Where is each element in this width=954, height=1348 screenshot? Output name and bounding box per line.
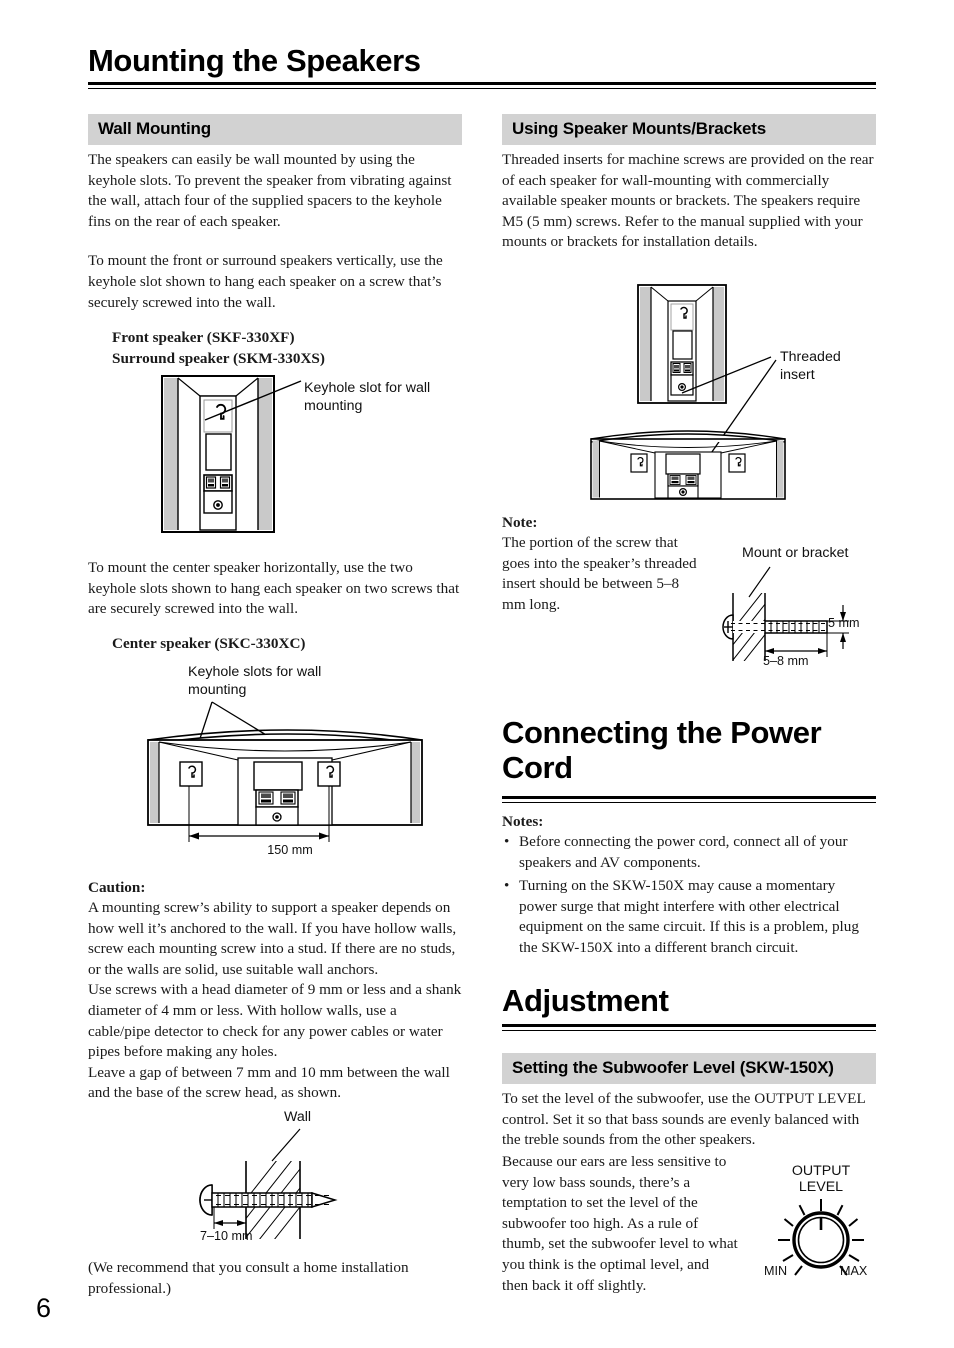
section-heading-wall-mounting: Wall Mounting xyxy=(88,114,462,145)
paragraph: The speakers can easily be wall mounted by using the keyhole slots. To prevent the speaker from vibrating against the wall, attach four of the supplied spacers to the keyhole fins on the rear of each speaker. xyxy=(88,151,452,230)
dimension-label-150mm: 150 mm xyxy=(267,843,313,857)
closing-paragraph: (We recommend that you consult a home installation professional.) xyxy=(88,1259,409,1297)
callout-line-keyhole-slot xyxy=(205,378,315,423)
paragraph: Use screws with a head diameter of 9 mm or less and a shank diameter of 4 mm or less. With hollow walls, use a cable/pipe detector to check for any power cables or water pipes before making any holes. xyxy=(88,981,462,1061)
knob-label xyxy=(756,1163,886,1195)
callout-keyhole-slots-label: Keyhole slots for wall mounting xyxy=(188,664,322,698)
power-cord-rule xyxy=(502,796,876,803)
speaker-mounts-paragraph: Threaded inserts for machine screws are provided on the rear of each speaker for wall-mounting with commercially available speaker mounts or brackets. The speakers require M5 (5 mm) screws. Refer to the manual supplied with your mounts or brackets for installation details. xyxy=(502,151,874,251)
knob-label-line-1: OUTPUT xyxy=(791,1163,851,1179)
callout-label-text: Threaded insert xyxy=(780,349,841,383)
list-item-text: Turning on the SKW-150X may cause a momentary power surge that might interfere with other electrical equipment on the same circuit. If this is a problem, plug the SKW-150X into a different branch circuit. xyxy=(519,877,859,956)
section-title-power-cord xyxy=(502,715,876,785)
callout-keyhole-slot-label: Keyhole slot for wall mounting xyxy=(304,380,431,414)
power-cord-notes xyxy=(502,832,876,962)
callout-threaded-insert-label xyxy=(780,348,876,384)
figure-center-speaker xyxy=(130,700,450,865)
subwoofer-paragraph-1: To set the level of the subwoofer, use the OUTPUT LEVEL control. Set it so that bass sounds are evenly balanced with the treble sounds from the other speakers. xyxy=(502,1090,866,1149)
bullet-icon: • xyxy=(504,833,510,850)
list-item-text: Before connecting the power cord, connect all of your speakers and AV components. xyxy=(519,833,848,871)
title-rule xyxy=(88,82,876,89)
knob-max-label: MAX xyxy=(840,1264,868,1278)
note-text: The portion of the screw that goes into the speaker’s threaded insert should be between 5–8 mm long. xyxy=(502,534,697,613)
figure-caption-center-speaker: Center speaker (SKC-330XC) xyxy=(112,635,306,652)
knob-min-label: MIN xyxy=(764,1264,788,1278)
page-number: 6 xyxy=(36,1293,52,1323)
center-speaker-paragraph: To mount the center speaker horizontally, use the two keyhole slots shown to hang each speaker on two screws that are securely screwed into the wall. xyxy=(88,559,460,618)
page-title: Mounting the Speakers xyxy=(88,43,421,78)
paragraph: Leave a gap of between 7 mm and 10 mm between the wall and the base of the screw head, as shown. xyxy=(88,1063,450,1102)
caption-line: Surround speaker (SKM-330XS) xyxy=(112,350,325,367)
dimension-label-7-10mm: 7–10 mm xyxy=(200,1229,253,1243)
section-title-adjustment: Adjustment xyxy=(502,983,669,1018)
callout-wall-label: Wall xyxy=(284,1109,312,1125)
figure-screw-in-wall xyxy=(190,1125,400,1245)
section-heading-speaker-mounts: Using Speaker Mounts/Brackets xyxy=(502,114,876,145)
note-heading: Note: xyxy=(502,514,538,531)
notes-list xyxy=(502,832,876,959)
caution-heading: Caution: xyxy=(88,879,146,896)
callout-line-threaded-insert-top xyxy=(681,355,775,397)
paragraph: A mounting screw’s ability to support a speaker depends on how well it’s anchored to the wall. If you have hollow walls, screw each mounting screw into a stud. If there are no studs, or the walls are solid, use suitable wall anchors. xyxy=(88,899,457,978)
notes-heading: Notes: xyxy=(502,813,544,830)
wall-mounting-paragraphs xyxy=(88,150,462,313)
subwoofer-paragraph-2: Because our ears are less sensitive to very low bass sounds, there’s a temptation to set the level of the subwoofer too high. As a rule of thumb, set the subwoofer level to what you think is the optimal level, and then back it off slightly. xyxy=(502,1153,738,1294)
section-heading-subwoofer-level: Setting the Subwoofer Level (SKW-150X) xyxy=(502,1053,876,1084)
list-item xyxy=(502,876,876,958)
dimension-label-5mm: 5 mm xyxy=(828,616,860,630)
figure-center-speaker-insert xyxy=(583,420,793,505)
bullet-icon: • xyxy=(504,877,510,895)
dimension-label-5-8mm: 5–8 mm xyxy=(763,654,809,668)
paragraph: To mount the front or surround speakers vertically, use the keyhole slot shown to hang each speaker on a screw that’s securely screwed into the wall. xyxy=(88,252,443,311)
list-item xyxy=(502,832,876,873)
figure-caption-front-surround xyxy=(112,327,452,369)
title-line-2: Cord xyxy=(502,750,573,785)
knob-label-line-2: LEVEL xyxy=(798,1179,844,1195)
adjustment-rule xyxy=(502,1024,876,1031)
title-line-1: Connecting the Power xyxy=(502,715,822,750)
callout-mount-or-bracket-label: Mount or bracket xyxy=(742,545,849,561)
caption-line: Front speaker (SKF-330XF) xyxy=(112,329,295,346)
caution-paragraphs xyxy=(88,898,462,1104)
